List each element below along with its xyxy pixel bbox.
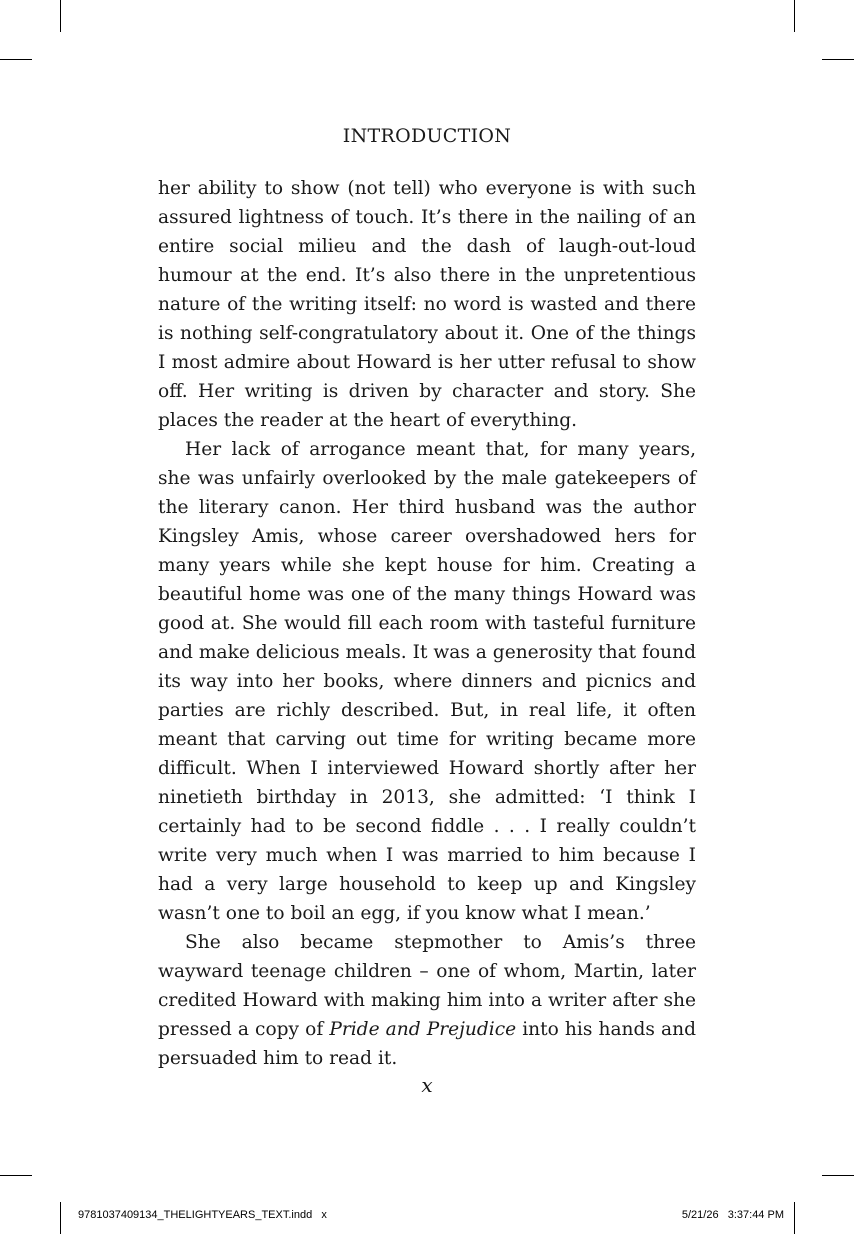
paragraph-3 [158,928,696,1073]
slug-file-name: 9781037409134_THELIGHTYEARS_TEXT.indd x [78,1209,327,1221]
body-text [158,174,696,1073]
crop-mark-bottom-right [794,1202,795,1234]
crop-mark-top-left-h [0,59,32,60]
paragraph-2: Her lack of arrogance meant that, for many years, she was unfairly overlooked by the male gatekeepers of the literary canon. Her third husband was the author Kingsley Amis, whose career overshadowed hers for many years while she kept house for him. Creating a beautiful home was one of the many things Howard was good at. She would fill each room with tasteful furniture and make delicious meals. It was a generosity that found its way into her books, where dinners and picnics and parties are richly described. But, in real life, it often meant that carving out time for writing became more difficult. When I interviewed Howard shortly after her ninetieth birthday in 2013, she admitted: ‘I think I certainly had to be second fiddle . . . I really couldn’t write very much when I was married to him because I had a very large household to keep up and Kingsley wasn’t one to boil an egg, if you know what I mean.’ [158,439,696,924]
crop-mark-top-left [60,0,61,32]
crop-mark-bottom-right-h [822,1175,854,1176]
book-title-italic: Pride and Prejudice [329,1019,517,1040]
crop-mark-bottom-left-h [0,1175,32,1176]
paragraph-1: her ability to show (not tell) who everyone is with such assured lightness of touch. It’s there in the nailing of an entire social milieu and the dash of laugh-out-loud humour at the end. It’s also there in the unpretentious nature of the writing itself: no word is wasted and there is nothing self-congratulatory about it. One of the things I most admire about Howard is her utter refusal to show off. Her writing is driven by character and story. She places the reader at the heart of everything. [158,178,696,431]
crop-mark-top-right [794,0,795,32]
slug-timestamp: 5/21/26 3:37:44 PM [681,1209,784,1221]
crop-mark-top-right-h [822,59,854,60]
page-number: x [421,1073,433,1097]
running-head: INTRODUCTION [342,125,512,147]
crop-mark-bottom-left [60,1202,61,1234]
paragraph-3-text-before: She also became stepmother to Amis’s three wayward teenage children – one of whom, Martin, later credited Howard with making him into a writer after she pressed a copy of [158,932,696,1040]
paragraph-3-text-after: into his hands and persuaded him to read it. [158,1019,696,1069]
